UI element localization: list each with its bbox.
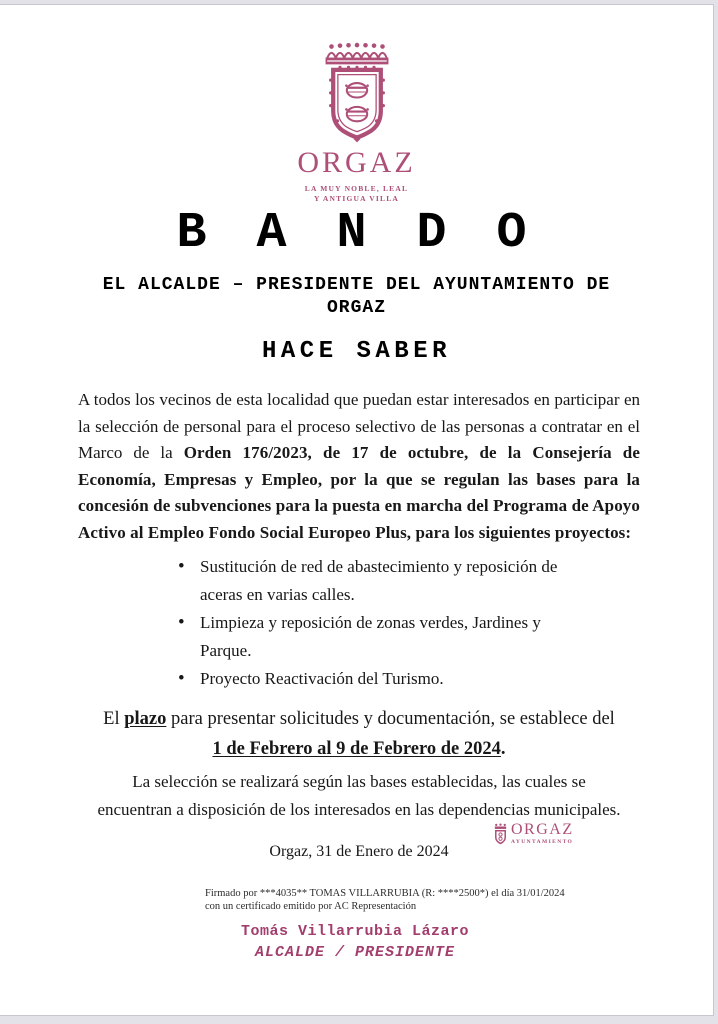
place-and-date: Orgaz, 31 de Enero de 2024 (269, 842, 449, 860)
mini-logo-ayuntamiento: AYUNTAMIENTO (511, 839, 574, 845)
deadline-dates: 1 de Febrero al 9 de Febrero de 2024 (212, 738, 501, 759)
crest-name: ORGAZ (297, 146, 416, 179)
hace-saber-heading: HACE SABER (261, 338, 452, 365)
document-page (0, 5, 713, 1015)
ayuntamiento-stamp-logo (492, 822, 574, 846)
deadline-plazo-word: plazo (124, 708, 167, 729)
stamp-line1: Firmado por ***4035** TOMAS VILLARRUBIA (R: ****2500*) el día 31/01/2024 (205, 887, 565, 899)
signer-name: Tomás Villarrubia Lázaro (240, 922, 470, 940)
crest-motto-line2: Y ANTIGUA VILLA (313, 194, 400, 203)
signature-block (205, 922, 505, 962)
document-body (0, 387, 713, 962)
deadline-middle: para presentar solicitudes y documentación, se establece del (166, 708, 615, 729)
document-subtitle (0, 274, 713, 320)
list-item: • Sustitución de red de abastecimiento y reposición de aceras en varias calles. (178, 553, 578, 608)
projects-list (178, 553, 578, 693)
mini-logo-orgaz: ORGAZ (511, 821, 574, 838)
subtitle-line1: EL ALCALDE – PRESIDENTE DEL AYUNTAMIENTO DE (102, 275, 611, 295)
selection-note: La selección se realizará según las bases establecidas, las cuales se encuentran a disposición de los interesados en las dependencias municipales. (97, 771, 621, 819)
intro-normal-text: A todos los vecinos de esta localidad que puedan estar interesados en participar en la selección de personal para el proceso selectivo de las personas a contratar en el Marco de la (78, 390, 640, 462)
signer-role: ALCALDE / PRESIDENTE (254, 943, 456, 961)
list-item: • Limpieza y reposición de zonas verdes, Jardines y Parque. (178, 609, 578, 664)
deadline-suffix: . (500, 738, 506, 759)
intro-bold-text: Orden 176/2023, de 17 de octubre, de la Consejería de Economía, Empresas y Empleo, por la que se regulan las bases para la concesión de subvenciones para la puesta en marcha del Programa de Apoyo Activo al Empleo Fondo Social Europeo Plus, para los siguientes proyectos: (78, 443, 640, 542)
mini-shield-icon (492, 823, 509, 846)
deadline-prefix: El (103, 708, 125, 729)
digital-signature-stamp (205, 887, 575, 913)
mini-logo-text (511, 822, 574, 845)
list-item: • Proyecto Reactivación del Turismo. (178, 665, 578, 693)
crest-motto-line1: LA MUY NOBLE, LEAL (304, 184, 409, 193)
deadline-paragraph (78, 704, 640, 764)
orgaz-crest (0, 41, 713, 204)
stamp-line2: con un certificado emitido por AC Representación (205, 900, 417, 912)
document-title: B A N D O (176, 205, 537, 262)
subtitle-line2: ORGAZ (326, 298, 386, 318)
intro-paragraph (78, 387, 640, 546)
coat-of-arms-icon (314, 41, 400, 143)
